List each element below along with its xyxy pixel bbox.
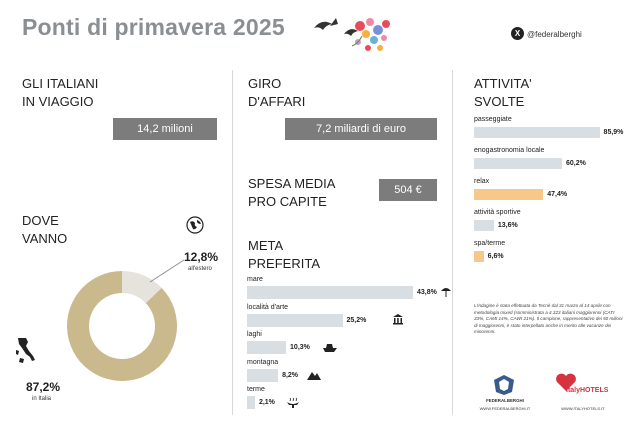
activity-value-0: 85,9% (603, 129, 624, 136)
social-handle[interactable]: @federalberghi (527, 30, 582, 39)
destination-label-4: terme (247, 386, 265, 393)
destination-value-0: 43,8% (417, 289, 437, 296)
activity-bar-1 (474, 158, 562, 169)
abroad-percent: 12,8% (184, 250, 219, 264)
spend-heading: SPESA MEDIA PRO CAPITE (248, 176, 336, 209)
italyhotels-url[interactable]: WWW.ITALYHOTELS.IT (561, 406, 605, 411)
activity-bar-4 (474, 251, 484, 262)
spend-value-box: 504 € (379, 179, 437, 201)
destination-label-0: mare (247, 276, 263, 283)
activity-label-1: enogastronomia locale (474, 147, 545, 154)
italy-label: in Italia (32, 396, 52, 402)
federalberghi-logo-icon (492, 374, 516, 396)
destination-pref-heading: META PREFERITA (248, 238, 320, 271)
activity-value-3: 13,6% (497, 222, 518, 229)
federalberghi-caption: FEDERALBERGHI (486, 398, 524, 403)
activity-value-4: 6,6% (487, 253, 504, 260)
activity-label-4: spa/terme (474, 240, 506, 247)
destination-heading: DOVE VANNO (22, 213, 68, 246)
turnover-value-box: 7,2 miliardi di euro (285, 118, 437, 140)
activity-value-1: 60,2% (565, 160, 586, 167)
federalberghi-url[interactable]: WWW.FEDERALBERGHI.IT (479, 406, 531, 411)
turnover-heading: GIRO D'AFFARI (248, 76, 306, 109)
page-title: Ponti di primavera 2025 (22, 14, 285, 40)
destination-value-2: 10,3% (290, 344, 310, 351)
activity-label-2: relax (474, 178, 490, 185)
destination-value-3: 8,2% (282, 371, 299, 379)
italyhotels-name: ItalyHOTELS (566, 387, 609, 394)
travelers-heading: GLI ITALIANI IN VIAGGIO (22, 76, 99, 109)
activity-bar-2 (474, 189, 543, 200)
survey-note: L'indagine è stata effettuata da Tecnè dal 31 marzo al 14 aprile con metodologia mixed (somministrata a 4.323 italiani maggiorenni (CATI 33%, CAMI 14%, CAWI 21%). Il campione, rappresentativo dei 50 milioni di maggiorenni, è stato interpellato anche in merito alle vacanze dei minorenni. (474, 303, 623, 335)
destination-label-2: laghi (247, 331, 262, 338)
destination-label-1: località d'arte (247, 303, 289, 311)
destination-value-4: 2,1% (258, 399, 275, 406)
activity-bar-0 (474, 127, 600, 138)
italy-percent: 87,2% (26, 380, 61, 394)
activity-label-0: passeggiate (474, 116, 512, 123)
activities-heading: ATTIVITA' SVOLTE (474, 76, 532, 109)
destination-label-3: montagna (247, 358, 279, 366)
activity-bar-3 (474, 220, 494, 231)
destination-value-1: 25,2% (346, 316, 367, 324)
travelers-value-box: 14,2 milioni (113, 118, 217, 140)
activity-label-3: attività sportive (474, 209, 521, 216)
activity-value-2: 47,4% (547, 191, 568, 198)
abroad-label: all'estero (188, 266, 212, 272)
x-logo-icon: X (511, 27, 524, 40)
